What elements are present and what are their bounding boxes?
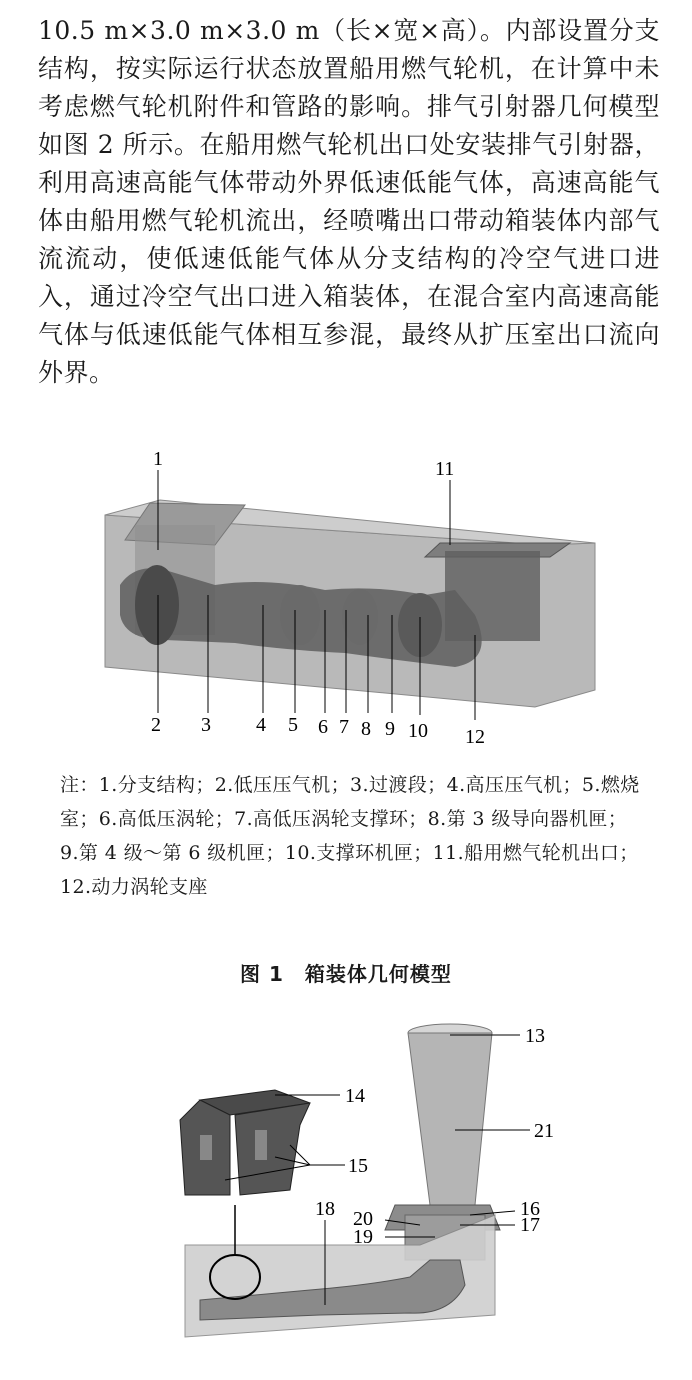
figure-1-note: 注：1.分支结构；2.低压压气机；3.过渡段；4.高压压气机；5.燃烧室；6.高低压涡轮；7.高低压涡轮支撑环；8.第 3 级导向器机匣；9.第 4 级～第 6 级机匣；10.支撑环机匣；11.船用燃气轮机出口；12.动力涡轮支座 xyxy=(60,774,640,898)
figure-2-ejector-model xyxy=(170,1015,590,1365)
fig1-label-5: 5 xyxy=(288,714,298,736)
fig1-label-11: 11 xyxy=(435,458,455,480)
fig2-label-14: 14 xyxy=(345,1085,365,1107)
fig2-label-16: 16 xyxy=(520,1198,540,1220)
fig2-label-18: 18 xyxy=(315,1198,335,1220)
body-paragraph: 10.5 m×3.0 m×3.0 m（长×宽×高）。内部设置分支结构，按实际运行状态放置船用燃气轮机，在计算中未考虑燃气轮机附件和管路的影响。排气引射器几何模型如图 2 所示。在船用燃气轮机出口处安装排气引射器，利用高速高能气体带动外界低速低能气体，高速高能气体由船用燃气轮机流出，经喷嘴出口带动箱装体内部气流流动，使低速低能气体从分支结构的冷空气进口进入，通过冷空气出口进入箱装体，在混合室内高速高能气体与低速低能气体相互参混，最终从扩压室出口流向外界。 xyxy=(38,16,660,387)
fig2-label-21: 21 xyxy=(534,1120,554,1142)
fig1-label-1: 1 xyxy=(153,448,163,470)
engine-disc-1 xyxy=(135,565,179,645)
engine-disc-2 xyxy=(280,585,320,645)
fig2-label-13: 13 xyxy=(525,1025,545,1047)
fig1-label-8: 8 xyxy=(361,718,371,740)
figure-1-box-model xyxy=(95,445,615,750)
fig2-label-17: 17 xyxy=(520,1214,540,1236)
fig1-label-4: 4 xyxy=(256,714,266,736)
fig2-label-20: 20 xyxy=(353,1208,373,1230)
branch-window-1 xyxy=(200,1135,212,1160)
figure-1-caption: 图 1 箱装体几何模型 xyxy=(240,962,452,986)
fig1-label-2: 2 xyxy=(151,714,161,736)
branch-legs xyxy=(180,1100,310,1195)
fig2-label-19: 19 xyxy=(353,1226,373,1248)
fig1-label-12: 12 xyxy=(465,726,485,748)
fig2-label-15: 15 xyxy=(348,1155,368,1177)
diffuser-cone xyxy=(408,1033,492,1205)
branch-window-2 xyxy=(255,1130,267,1160)
fig1-label-3: 3 xyxy=(201,714,211,736)
fig1-label-9: 9 xyxy=(385,718,395,740)
fig1-label-6: 6 xyxy=(318,716,328,738)
engine-disc-3 xyxy=(342,589,378,645)
fig1-label-7: 7 xyxy=(339,716,349,738)
fig1-label-10: 10 xyxy=(408,720,428,742)
